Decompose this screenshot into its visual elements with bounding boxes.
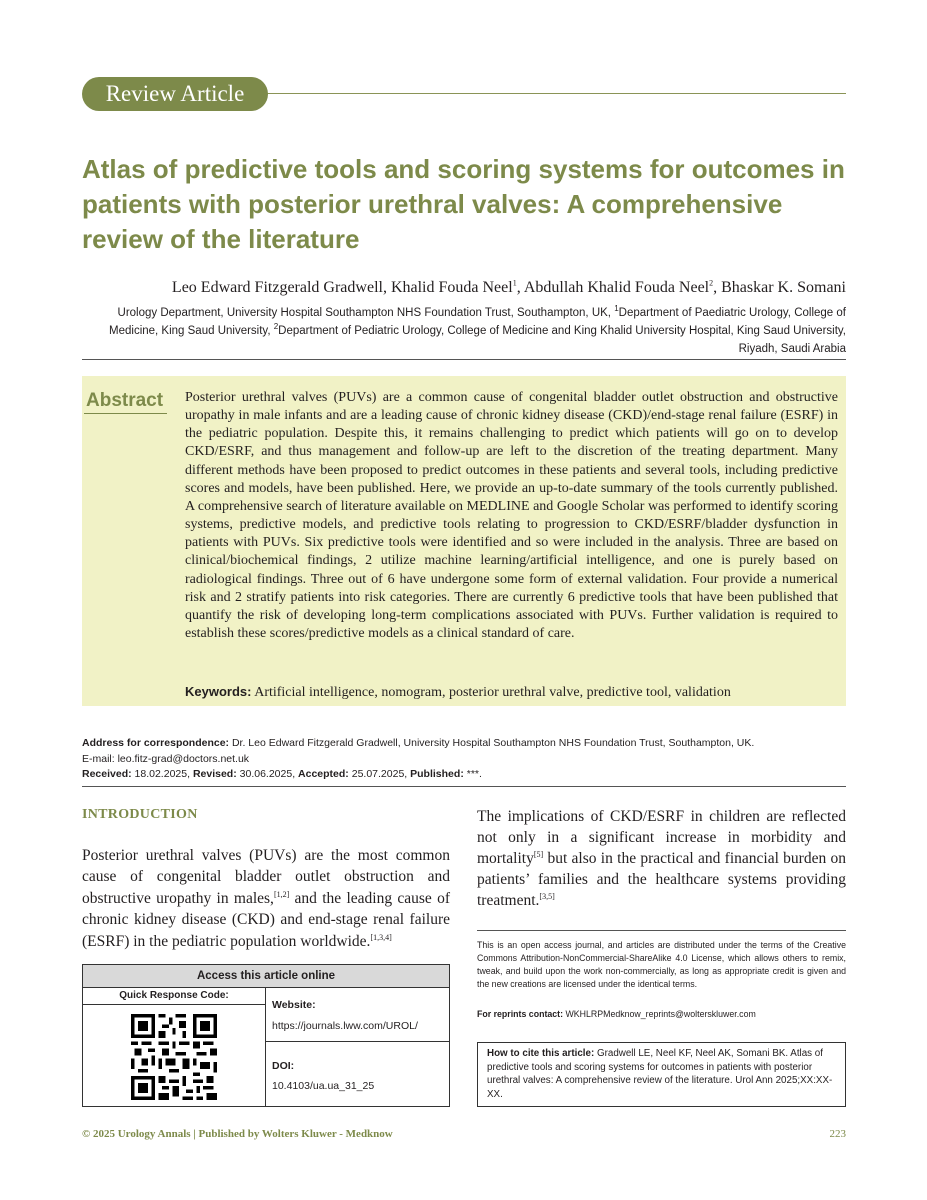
access-box-heading: Access this article online — [83, 965, 449, 988]
divider — [477, 930, 846, 931]
footer-copyright: © 2025 Urology Annals | Published by Wolters Kluwer - Medknow — [82, 1128, 393, 1140]
article-title: Atlas of predictive tools and scoring systems for outcomes in patients with posterior urethral valves: A comprehensive review of the literature — [82, 154, 845, 254]
doi-label: DOI: — [272, 1060, 295, 1072]
abstract-label-underline — [84, 413, 167, 414]
citation-box: How to cite this article: Gradwell LE, Neel KF, Neel AK, Somani BK. Atlas of predictive tools and scoring systems for outcomes in patients with posterior urethral valves: A comprehensive review of the literature. Urol Ann 2025;XX:XX-XX. — [477, 1042, 846, 1107]
author-list: Leo Edward Fitzgerald Gradwell, Khalid Fouda Neel$^1$, Abdullah Khalid Fouda Neel$^2$, Bhaskar K. Somani — [171, 278, 846, 296]
dates-line: Received: 18.02.2025, Revised: 30.06.2025, Accepted: 25.07.2025, Published: ***. — [82, 768, 482, 780]
qr-cell — [83, 987, 266, 1106]
divider — [82, 359, 846, 360]
reprints-email-link[interactable]: WKHLRPMedknow_reprints@wolterskluwer.com — [565, 1009, 756, 1019]
website-label: Website: — [272, 999, 316, 1011]
page-number: 223 — [829, 1128, 846, 1140]
abstract-label: Abstract — [86, 390, 164, 411]
qr-label: Quick Response Code: — [119, 990, 229, 1001]
section-heading-introduction: INTRODUCTION — [82, 807, 198, 822]
intro-paragraph-1: Posterior urethral valves (PUVs) are the most common cause of congenital bladder outlet obstruction and obstructive uropathy in males,[1,2] and the leading cause of chronic kidney disease (CKD) and end-stage renal failure (ESRF) in the pediatric population worldwide.[1,3,4] — [82, 847, 450, 950]
doi-link[interactable]: 10.4103/ua.ua_31_25 — [272, 1080, 375, 1092]
website-link[interactable]: https://journals.lww.com/UROL/ — [272, 1020, 418, 1032]
divider — [82, 786, 846, 787]
abstract-text: Posterior urethral valves (PUVs) are a common cause of congenital bladder outlet obstruction and obstructive uropathy in male infants and are a leading cause of chronic kidney disease (CKD)/end-stage renal failure (ESRF) in the pediatric population. Despite this, it remains challenging to predict which patients will go on to develop CKD/ESRF, and thus management and follow-up are left to the discretion of the treating department. Many different methods have been proposed to predict outcomes in these patients and several tools, including predictive scores and models, have been published. Here, we provide an up-to-date summary of the tools currently published. A comprehensive search of literature available on MEDLINE and Google Scholar was performed to identify scoring systems, predictive models, and predictive tools relating to progression to CKD/ESRF/bladder dysfunction in patients with PUVs. Six predictive tools were identified and so were included in the analysis. Three are based on clinical/biochemical findings, 2 utilize machine learning/artificial intelligence, and one is purely based on radiological findings. Three out of 6 have undergone some form of external validation. Four provide a numerical risk and 2 stratify patients into risk categories. There are currently 6 predictive tools that have been published that quantify the risk of developing long-term complications associated with PUVs. Further validation is required to establish these scores/predictive models as a clinical standard of care. — [185, 390, 838, 642]
keywords: Keywords: Artificial intelligence, nomogram, posterior urethral valve, predictive tool, validation — [185, 684, 731, 700]
email-line: E-mail: leo.fitz-grad@doctors.net.uk — [82, 752, 250, 765]
article-type-badge: Review Article — [82, 77, 268, 111]
reprints-contact: For reprints contact: WKHLRPMedknow_reprints@wolterskluwer.com — [477, 1009, 756, 1019]
affiliations: Urology Department, University Hospital Southampton NHS Foundation Trust, Southampton, UK, $^1$Department of Paediatric Urology, College of Medicine, King Saud University, $^2$Department of Pediatric Urology, College of Medicine and King Khalid University Hospital, King Saud University, Riyadh, Saudi Arabia — [109, 304, 846, 355]
intro-paragraph-2: The implications of CKD/ESRF in children are reflected not only in a significant increase in morbidity and mortality[5] but also in the practical and financial burden on patients’ families and the healthcare systems providing treatment.[3,5] — [477, 808, 846, 909]
correspondence: Address for correspondence: Dr. Leo Edward Fitzgerald Gradwell, University Hospital Southampton NHS Foundation Trust, Southampton, UK. E-mail: leo.fitz-grad@doctors.net.uk Received: 18.02.2025, Revised: 30.06.2025, Accepted: 25.07.2025, Published: ***. — [82, 736, 846, 783]
qr-code-icon[interactable] — [131, 1014, 217, 1100]
access-online-box — [82, 964, 450, 1107]
website-cell — [266, 987, 449, 1106]
license-text: This is an open access journal, and articles are distributed under the terms of the Creative Commons Attribution-NonCommercial-ShareAlike 4.0 License, which allows others to remix, tweak, and build upon the work non-commercially, as long as appropriate credit is given and the new creations are licensed under the identical terms. — [477, 940, 846, 989]
